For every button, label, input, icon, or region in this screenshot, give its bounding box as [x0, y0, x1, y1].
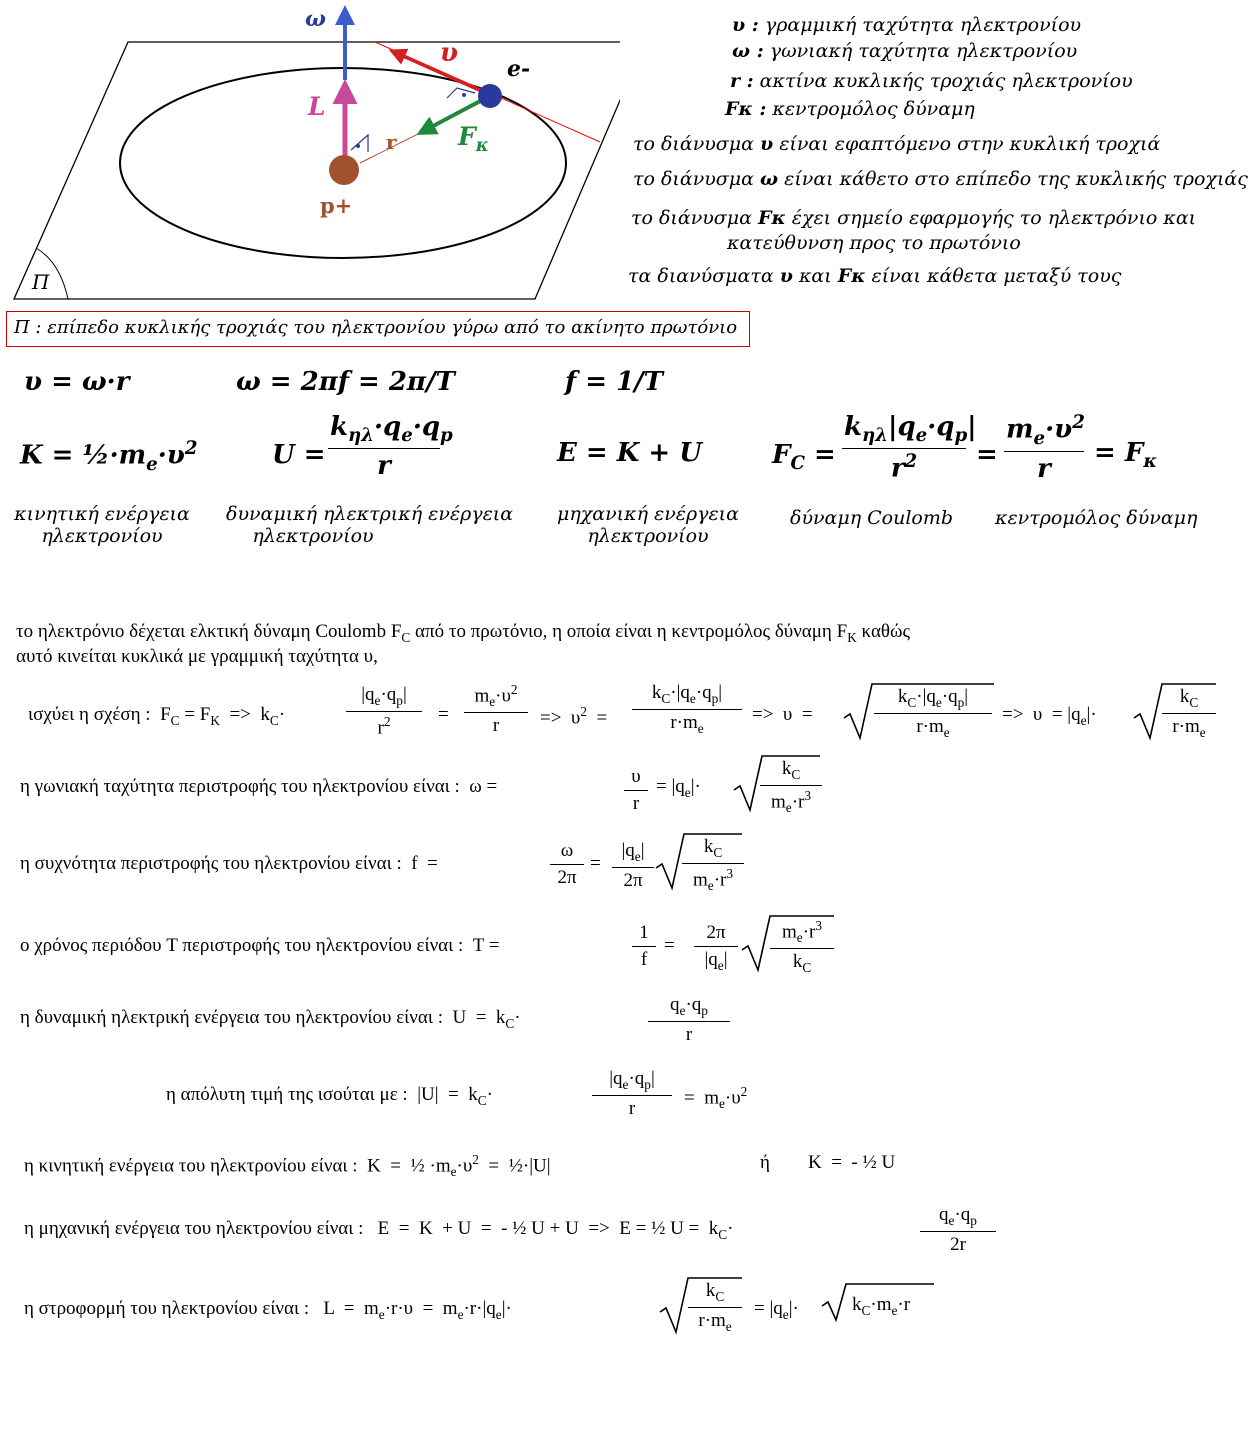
period-text: ο χρόνος περιόδου T περιστροφής του ηλεκτρονίου είναι : T = — [20, 935, 500, 956]
freq-frac-1: $\frac{\omega}{2\pi}$ — [550, 840, 584, 889]
caption: Π : επίπεδο κυκλικής τροχιάς του ηλεκτρονίου γύρω από το ακίνητο πρωτόνιο — [14, 317, 738, 338]
proton — [329, 155, 359, 185]
e-label: e- — [507, 56, 531, 82]
legend-item: r : ακτίνα κυκλικής τροχιάς ηλεκτρονίου — [730, 70, 1133, 92]
Fk-rhs: = $F_\kappa$ — [1094, 438, 1157, 473]
angmom-text: η στροφορμή του ηλεκτρονίου είναι : $L = m_e\cdot r\cdot\upsilon = m_e\cdot r\cdot|q_e|\cdot$ — [24, 1298, 512, 1322]
legend-item: υ : γραμμική ταχύτητα ηλεκτρονίου — [732, 14, 1082, 36]
E-formula: E = K + U — [557, 438, 702, 468]
paragraph-line-2: αυτό κινείται κυκλικά με γραμμική ταχύτητα υ, — [16, 646, 378, 667]
omega-formula: ω = 2πf = 2π/T — [236, 367, 455, 397]
statement: τα διανύσματα υ και Fκ είναι κάθετα μεταξύ τους — [628, 265, 1122, 287]
rel-frac-1: $\frac{|q_e\cdot q_p|}{r^2}$ — [346, 684, 422, 739]
U-lhs: U = — [272, 440, 326, 470]
per-frac-1: $\frac{1}{f}$ — [632, 922, 656, 971]
per-frac-3: $\frac{m_e\cdot r^3}{k_C}$ — [770, 918, 834, 976]
freq-frac-2: $\frac{|q_e|}{2\pi}$ — [612, 840, 654, 892]
K-formula: $K = \frac{1}{2}\cdot m_e\cdot\upsilon^2$ — [20, 438, 198, 475]
abs-text: η απόλυτη τιμή της ισούται με : $|U| = k_C\cdot$ — [166, 1084, 493, 1108]
statement: το διάνυσμα Fκ έχει σημείο εφαρμογής το ηλεκτρόνιο και — [631, 207, 1197, 229]
rel-frac-2: $\frac{m_e\cdot\upsilon^2}{r}$ — [464, 682, 528, 737]
relation-text: ισχύει η σχέση : $F_C = F_K => k_C\cdot$ — [28, 704, 286, 728]
legend-item: ω : γωνιακή ταχύτητα ηλεκτρονίου — [732, 40, 1078, 62]
v-formula: υ = ω·r — [24, 367, 130, 397]
orbit-diagram — [0, 0, 620, 310]
ang-frac-2: $\frac{k_C}{m_e\cdot r^3}$ — [760, 758, 822, 816]
coulomb-label: δύναμη Coulomb — [790, 507, 954, 529]
rel-frac-4: $\frac{k_C\cdot|q_e\cdot q_p|}{r\cdot m_e}$ — [874, 686, 992, 741]
equals-sign: = — [976, 440, 998, 470]
L-label: L — [308, 92, 326, 121]
kinetic-label: κινητική ενέργεια ηλεκτρονίου — [14, 503, 190, 547]
potential-text: η δυναμική ηλεκτρική ενέργεια του ηλεκτρονίου είναι : $U = k_C\cdot$ — [20, 1007, 521, 1031]
abs-frac: $\frac{|q_e\cdot q_p|}{r}$ — [592, 1068, 672, 1120]
potential-label: δυναμική ηλεκτρική ενέργεια ηλεκτρονίου — [226, 503, 514, 547]
mech-frac: $\frac{q_e\cdot q_p}{2r}$ — [920, 1204, 996, 1256]
kinetic-text: η κινητική ενέργεια του ηλεκτρονίου είναι : K = ½ $\cdot m_e\cdot\upsilon^2$ = ½·|U| — [24, 1152, 551, 1180]
rel-frac-3: $\frac{k_C\cdot|q_e\cdot q_p|}{r\cdot m_e}$ — [632, 682, 742, 737]
angmom-frac: $\frac{k_C}{r\cdot m_e}$ — [688, 1280, 742, 1335]
statement: το διάνυσμα ω είναι κάθετο στο επίπεδο της κυκλικής τροχιάς — [633, 168, 1248, 190]
mechanical-text: η μηχανική ενέργεια του ηλεκτρονίου είναι : E = K + U = - ½ U + U => E = ½ $U = k_C\cdot$ — [24, 1218, 734, 1242]
paragraph-line-1: το ηλεκτρόνιο δέχεται ελκτική δύναμη Coulomb $F_C$ από το πρωτόνιο, η οποία είναι η κεντρομόλος δύναμη $F_K$ καθώς — [16, 621, 911, 645]
plane-label: Π — [32, 270, 50, 294]
statement: κατεύθυνση προς το πρωτόνιο — [727, 232, 1021, 254]
Fc-fraction: $k_{\eta\lambda}|q_e\cdot q_p|$ $r^2$ — [844, 412, 977, 484]
per-frac-2: $\frac{2\pi}{|q_e|}$ — [694, 922, 738, 974]
centripetal-label: κεντρομόλος δύναμη — [995, 507, 1198, 529]
U-fraction: $k_{\eta\lambda}\cdot q_e\cdot q_p$ r — [330, 412, 453, 482]
frequency-text: η συχνότητα περιστροφής του ηλεκτρονίου είναι : f = — [20, 853, 438, 874]
angular-text: η γωνιακή ταχύτητα περιστροφής του ηλεκτρονίου είναι : ω = — [20, 776, 498, 797]
Fc-lhs: $F_C$ = — [772, 440, 836, 475]
r-label: r — [386, 130, 397, 154]
statement: το διάνυσμα υ είναι εφαπτόμενο στην κυκλική τροχιά — [633, 133, 1161, 155]
F-label: $F_\kappa$ — [458, 122, 489, 156]
ang-frac-1: $\frac{\upsilon}{r}$ — [624, 766, 648, 815]
freq-frac-3: $\frac{k_C}{m_e\cdot r^3}$ — [682, 836, 744, 894]
f-formula: f = 1/T — [565, 367, 664, 397]
p-label: p+ — [320, 193, 353, 218]
legend-item: Fκ : κεντρομόλος δύναμη — [725, 98, 975, 120]
electron — [478, 84, 502, 108]
pot-frac: $\frac{q_e\cdot q_p}{r}$ — [648, 994, 730, 1046]
omega-label: ω — [305, 6, 326, 32]
rel-frac-5: $\frac{k_C}{r\cdot m_e}$ — [1162, 686, 1216, 741]
v-label: υ — [440, 38, 459, 68]
Fk-fraction: $\frac{m_e\cdot\upsilon^2}{r}$ — [1006, 412, 1085, 484]
mechanical-label: μηχανική ενέργεια ηλεκτρονίου — [557, 503, 739, 547]
or-text: ή — [760, 1152, 770, 1173]
